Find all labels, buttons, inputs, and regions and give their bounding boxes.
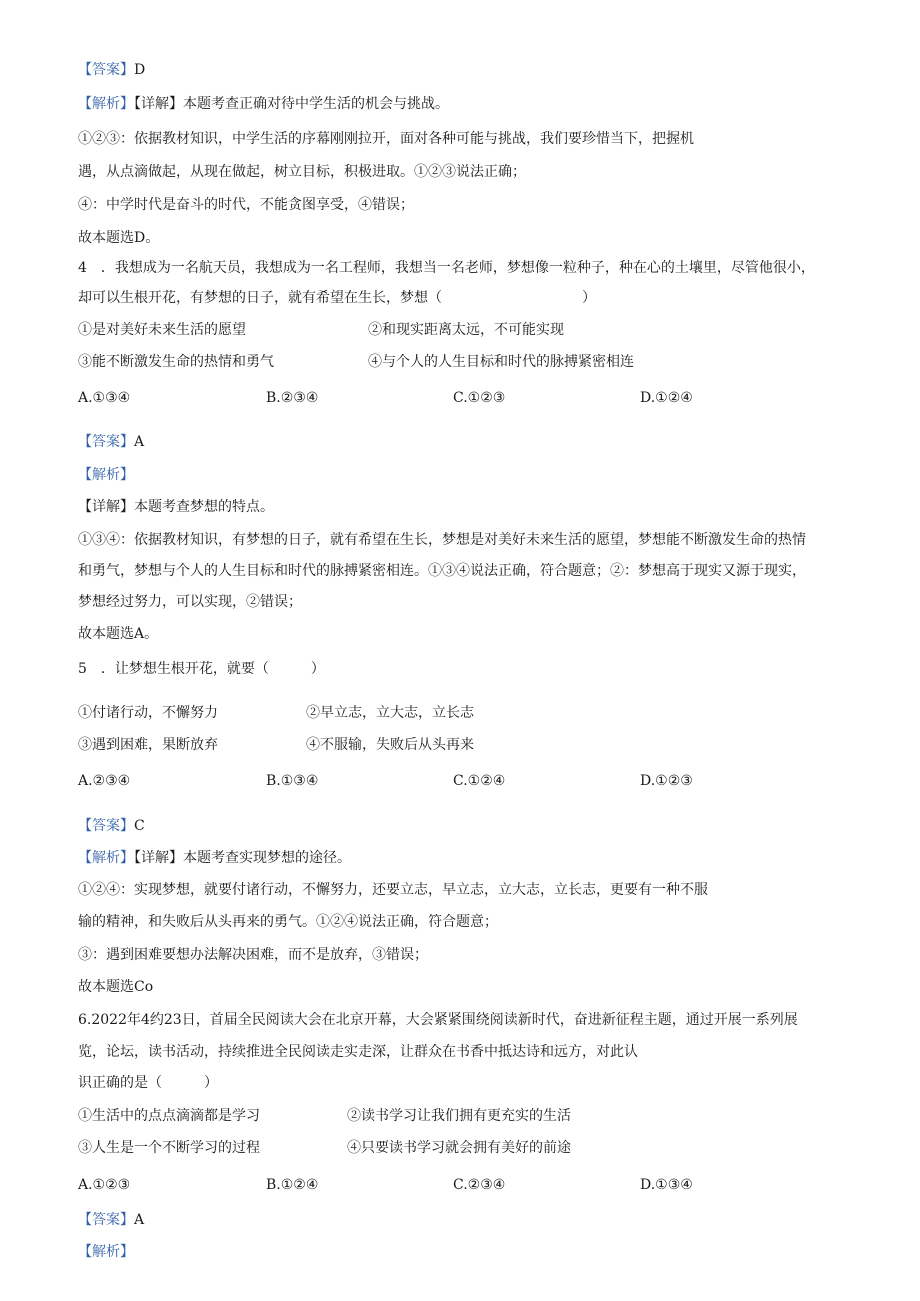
q3-explain-3: ④：中学时代是奋斗的时代，不能贪图享受，④错误； [78,197,414,213]
q4-statement-4: ④与个人的人生目标和时代的脉搏紧密相连 [368,354,634,370]
q6-answer: A [134,1212,145,1228]
q3-explain-1: ①②③：依据教材知识，中学生活的序幕刚刚拉开，面对各种可能与挑战，我们要珍惜当下，把握机 [78,131,694,147]
q6-choice-a: A.①②③ [78,1177,131,1193]
answer-tag: 【答案】 [78,818,134,834]
analysis-tag: 【解析】 [78,850,134,866]
q3-answer: D [134,62,146,78]
q4-detail-line [78,497,274,517]
q4-statement-1: ①是对美好未来生活的愿望 [78,322,246,338]
analysis-tag: 【解析】 [78,467,134,483]
q6-statement-4: ④只要读书学习就会拥有美好的前途 [347,1140,571,1156]
q3-analysis-head: 本题考查正确对待中学生活的机会与挑战。 [183,96,449,112]
q5-conclusion: 故本题选Co [78,979,154,995]
q4-explain-3: 梦想经过努力，可以实现，②错误； [78,594,302,610]
q6-answer-line [78,1210,144,1230]
q6-analysis-line [78,1242,134,1262]
q5-explain-2: 输的精神，和失败后从头再来的勇气。①②④说法正确，符合题意； [78,914,498,930]
q5-choice-a: A.②③④ [78,773,131,789]
q6-stem-3: 识正确的是（ ） [78,1075,218,1091]
q4-choice-d: D.①②④ [640,390,693,406]
q5-choice-d: D.①②③ [640,773,693,789]
q6-statement-3: ③人生是一个不断学习的过程 [78,1140,260,1156]
q4-conclusion: 故本题选A。 [78,626,159,642]
q5-explain-1: ①②④：实现梦想，就要付诸行动，不懈努力，还要立志，早立志，立大志，立长志，更要有一种不服 [78,882,708,898]
q4-explain-2: 和勇气，梦想与个人的人生目标和时代的脉搏紧密相连。①③④说法正确，符合题意；②：梦想高于现实又源于现实， [78,563,806,579]
q5-answer: C [134,818,145,834]
q4-statement-2: ②和现实距离太远，不可能实现 [368,322,564,338]
q5-analysis-head: 本题考查实现梦想的途径。 [183,850,351,866]
q5-statement-2: ②早立志，立大志，立长志 [306,705,474,721]
q5-statement-1: ①付诸行动，不懈努力 [78,705,218,721]
q5-choice-b: B.①③④ [266,773,319,789]
q5-stem: 5 ．让梦想生根开花，就要（ ） [78,661,325,677]
q6-statement-2: ②读书学习让我们拥有更充实的生活 [347,1108,571,1124]
q3-answer-line [78,60,145,80]
q4-stem-2: 却可以生根开花，有梦想的日子，就有希望在生长，梦想（ ） [78,290,596,306]
q6-stem-2: 览，论坛，读书活动，持续推进全民阅读走实走深，让群众在书香中抵达诗和远方，对此认 [78,1044,638,1060]
q4-answer: A [134,434,145,450]
answer-tag: 【答案】 [78,434,134,450]
q5-answer-line [78,816,145,836]
q4-choice-a: A.①③④ [78,390,131,406]
analysis-tag: 【解析】 [78,1244,134,1260]
detail-tag: 【详解】 [78,499,134,515]
q6-choice-c: C.②③④ [453,1177,506,1193]
q4-explain-1: ①③④：依据教材知识，有梦想的日子，就有希望在生长，梦想是对美好未来生活的愿望，梦想能不断激发生命的热情 [78,532,806,548]
q3-explain-2: 遇，从点滴做起，从现在做起，树立目标，积极进取。①②③说法正确； [78,164,526,180]
q5-statement-4: ④不服输，失败后从头再来 [306,737,474,753]
q6-statement-1: ①生活中的点点滴滴都是学习 [78,1108,260,1124]
q6-choice-b: B.①②④ [266,1177,319,1193]
answer-tag: 【答案】 [78,1212,134,1228]
q4-statement-3: ③能不断激发生命的热情和勇气 [78,354,274,370]
detail-tag: 【详解】 [134,96,183,112]
analysis-tag: 【解析】 [78,96,134,112]
q4-answer-line [78,432,144,452]
q5-choice-c: C.①②④ [453,773,506,789]
q5-explain-3: ③：遇到困难要想办法解决困难，而不是放弃，③错误； [78,947,428,963]
q4-detail: 本题考查梦想的特点。 [134,499,274,515]
q4-choice-b: B.②③④ [266,390,319,406]
q5-statement-3: ③遇到困难，果断放弃 [78,737,218,753]
q5-analysis-line [78,848,351,868]
q3-conclusion: 故本题选D。 [78,230,160,246]
q6-stem-1: 6.2022年4约23日，首届全民阅读大会在北京开幕，大会紧紧围绕阅读新时代，奋进新征程主题，通过开展一系列展 [78,1012,798,1028]
q6-choice-d: D.①③④ [640,1177,693,1193]
q4-stem-1: 4 ．我想成为一名航天员，我想成为一名工程师，我想当一名老师，梦想像一粒种子，种在心的土壤里，尽管他很小， [78,260,815,276]
q3-analysis-line [78,94,449,114]
q4-analysis-line [78,465,134,485]
detail-tag: 【详解】 [134,850,183,866]
q4-choice-c: C.①②③ [453,390,506,406]
answer-tag: 【答案】 [78,62,134,78]
